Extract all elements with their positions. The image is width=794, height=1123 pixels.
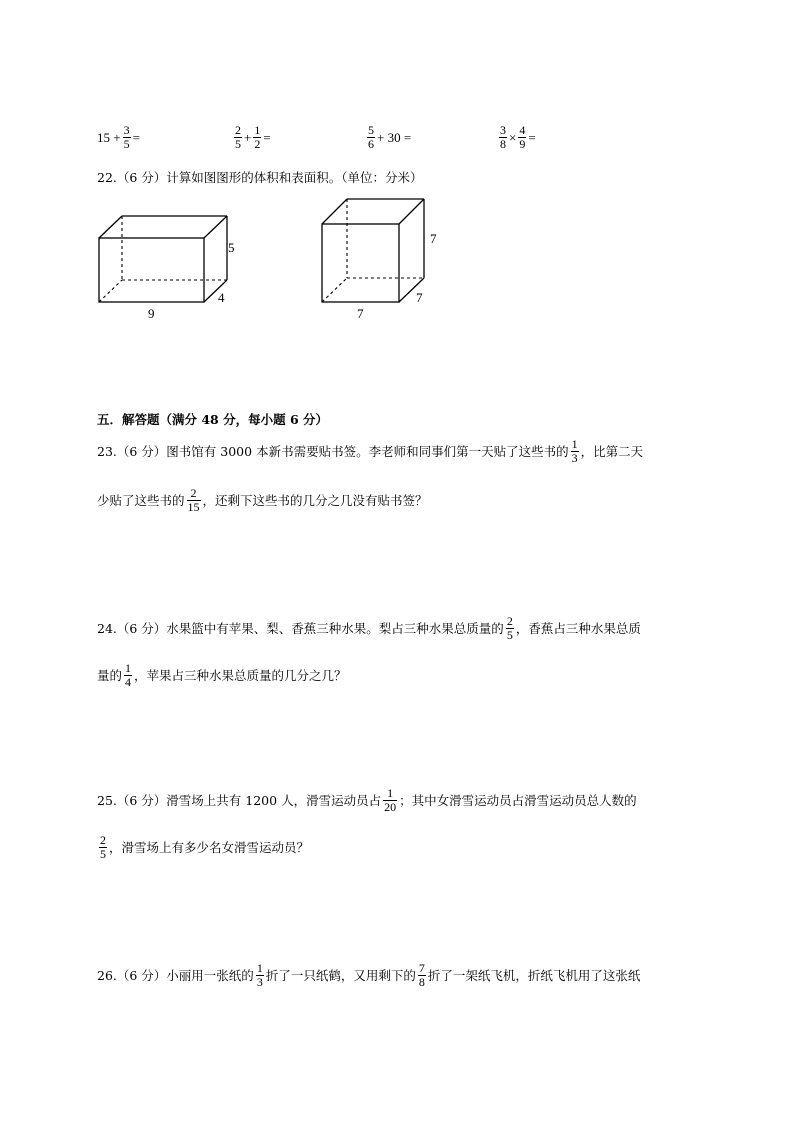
- calc-2-operator: +: [244, 129, 252, 145]
- fraction-denominator: 2: [254, 137, 261, 151]
- fraction-denominator: 8: [418, 975, 425, 989]
- question-23-text: 少贴了这些书的: [97, 492, 185, 508]
- fraction-numerator: 2: [235, 123, 241, 137]
- fraction-numerator: 1: [387, 786, 394, 800]
- fraction-denominator: 3: [256, 975, 263, 989]
- fraction-denominator: 5: [100, 847, 106, 861]
- fraction-numerator: 1: [571, 437, 578, 451]
- calc-item-1: [97, 124, 140, 151]
- fraction-numerator: 3: [123, 123, 130, 137]
- calc-4-suffix: =: [528, 129, 536, 145]
- question-25-line-1: [97, 787, 637, 814]
- question-23-line-1: [97, 438, 643, 465]
- question-22-text: 22.（6 分）计算如图图形的体积和表面积。（单位：分米）: [97, 170, 423, 185]
- question-25-text: ；其中女滑雪运动员占滑雪运动员总人数的: [399, 792, 637, 808]
- calc-2-suffix: =: [263, 129, 271, 145]
- fraction-denominator: 3: [571, 451, 578, 465]
- question-23-line-2: [97, 487, 428, 514]
- calc-4-fraction-b: [518, 124, 526, 151]
- question-26-line-1: [97, 962, 640, 989]
- fraction-denominator: 5: [123, 137, 130, 151]
- question-25-text: ，滑雪场上有多少名女滑雪运动员？: [109, 839, 310, 855]
- cuboid-1-edge: [99, 216, 122, 238]
- fraction-numerator: 1: [254, 123, 261, 137]
- cube-2-edge: [322, 199, 347, 224]
- calc-4-fraction-a: [499, 124, 507, 151]
- question-26-fraction-1: [256, 962, 264, 989]
- question-23-text: 23.（6 分）图书馆有 3000 本新书需要贴书签。李老师和同事们第一天贴了这些书的: [97, 443, 569, 459]
- cube-2-length-label: 7: [357, 306, 364, 321]
- calc-item-4: [497, 124, 536, 151]
- fraction-denominator: 6: [368, 137, 374, 151]
- calc-3-fraction: [367, 124, 375, 151]
- cube-2-hidden-edge: [322, 278, 347, 302]
- fraction-numerator: 2: [100, 833, 106, 847]
- fraction-denominator: 9: [519, 137, 526, 151]
- section-5-title: 五．解答题（满分 48 分，每小题 6 分）: [97, 412, 329, 427]
- fraction-denominator: 8: [500, 137, 506, 151]
- question-26-text: 26.（6 分）小丽用一张纸的: [97, 967, 254, 983]
- cuboid-figure-1: [90, 205, 250, 325]
- question-24-text: 量的: [97, 667, 123, 683]
- cuboid-1-edge: [204, 216, 227, 238]
- fraction-numerator: 4: [519, 123, 526, 137]
- question-24-line-1: [97, 615, 641, 642]
- fraction-denominator: 20: [384, 800, 397, 814]
- calc-1-suffix: =: [132, 129, 140, 145]
- question-24-fraction-1: [506, 615, 514, 642]
- question-25-fraction-1: [383, 787, 397, 814]
- question-23-text: ，还剩下这些书的几分之几没有贴书签？: [202, 492, 428, 508]
- cube-2-edge: [399, 199, 424, 224]
- fraction-numerator: 1: [256, 961, 263, 975]
- question-26-text: 折了一架纸飞机，折纸飞机用了这张纸: [427, 967, 641, 983]
- fraction-numerator: 5: [368, 123, 374, 137]
- fraction-numerator: 2: [190, 486, 197, 500]
- question-26-text: 折了一只纸鹤，又用剩下的: [265, 967, 416, 983]
- question-24-line-2: [97, 662, 347, 689]
- cube-2-height-label: 7: [430, 231, 437, 246]
- cuboid-1-length-label: 9: [148, 306, 155, 321]
- fraction-denominator: 5: [506, 628, 513, 642]
- calc-4-operator: ×: [509, 129, 517, 145]
- question-26-fraction-2: [418, 962, 426, 989]
- question-23-text: ，比第二天: [580, 443, 644, 459]
- calc-3-suffix: + 30 =: [377, 129, 412, 145]
- cube-2-depth-label: 7: [416, 290, 423, 305]
- fraction-numerator: 2: [506, 614, 513, 628]
- question-24-text: 24.（6 分）水果篮中有苹果、梨、香蕉三种水果。梨占三种水果总质量的: [97, 620, 504, 636]
- cuboid-1-hidden-edge: [99, 280, 122, 302]
- question-24-fraction-2: [124, 662, 132, 689]
- question-23-fraction-2: [187, 487, 201, 514]
- calc-1-fraction: [123, 124, 131, 151]
- fraction-denominator: 15: [187, 500, 200, 514]
- cuboid-1-front-face: [99, 238, 204, 302]
- calc-item-2: [232, 124, 271, 151]
- question-23-fraction-1: [571, 438, 579, 465]
- question-24-text: ，苹果占三种水果总质量的几分之几？: [134, 667, 347, 683]
- fraction-denominator: 5: [235, 137, 241, 151]
- cube-2-front-face: [322, 224, 399, 302]
- question-25-fraction-2: [99, 834, 107, 861]
- calc-2-fraction-b: [253, 124, 261, 151]
- cuboid-1-depth-label: 4: [218, 290, 225, 305]
- calc-item-3: [365, 124, 411, 151]
- fraction-numerator: 7: [418, 961, 425, 975]
- fraction-denominator: 4: [125, 675, 132, 689]
- calc-2-fraction-a: [234, 124, 242, 151]
- fraction-numerator: 3: [500, 123, 506, 137]
- fraction-numerator: 1: [125, 661, 132, 675]
- cuboid-1-height-label: 5: [228, 240, 235, 255]
- calc-1-prefix: 15 +: [97, 129, 121, 145]
- question-25-line-2: [97, 834, 309, 861]
- question-24-text: ，香蕉占三种水果总质: [515, 620, 641, 636]
- question-25-text: 25.（6 分）滑雪场上共有 1200 人，滑雪运动员占: [97, 792, 382, 808]
